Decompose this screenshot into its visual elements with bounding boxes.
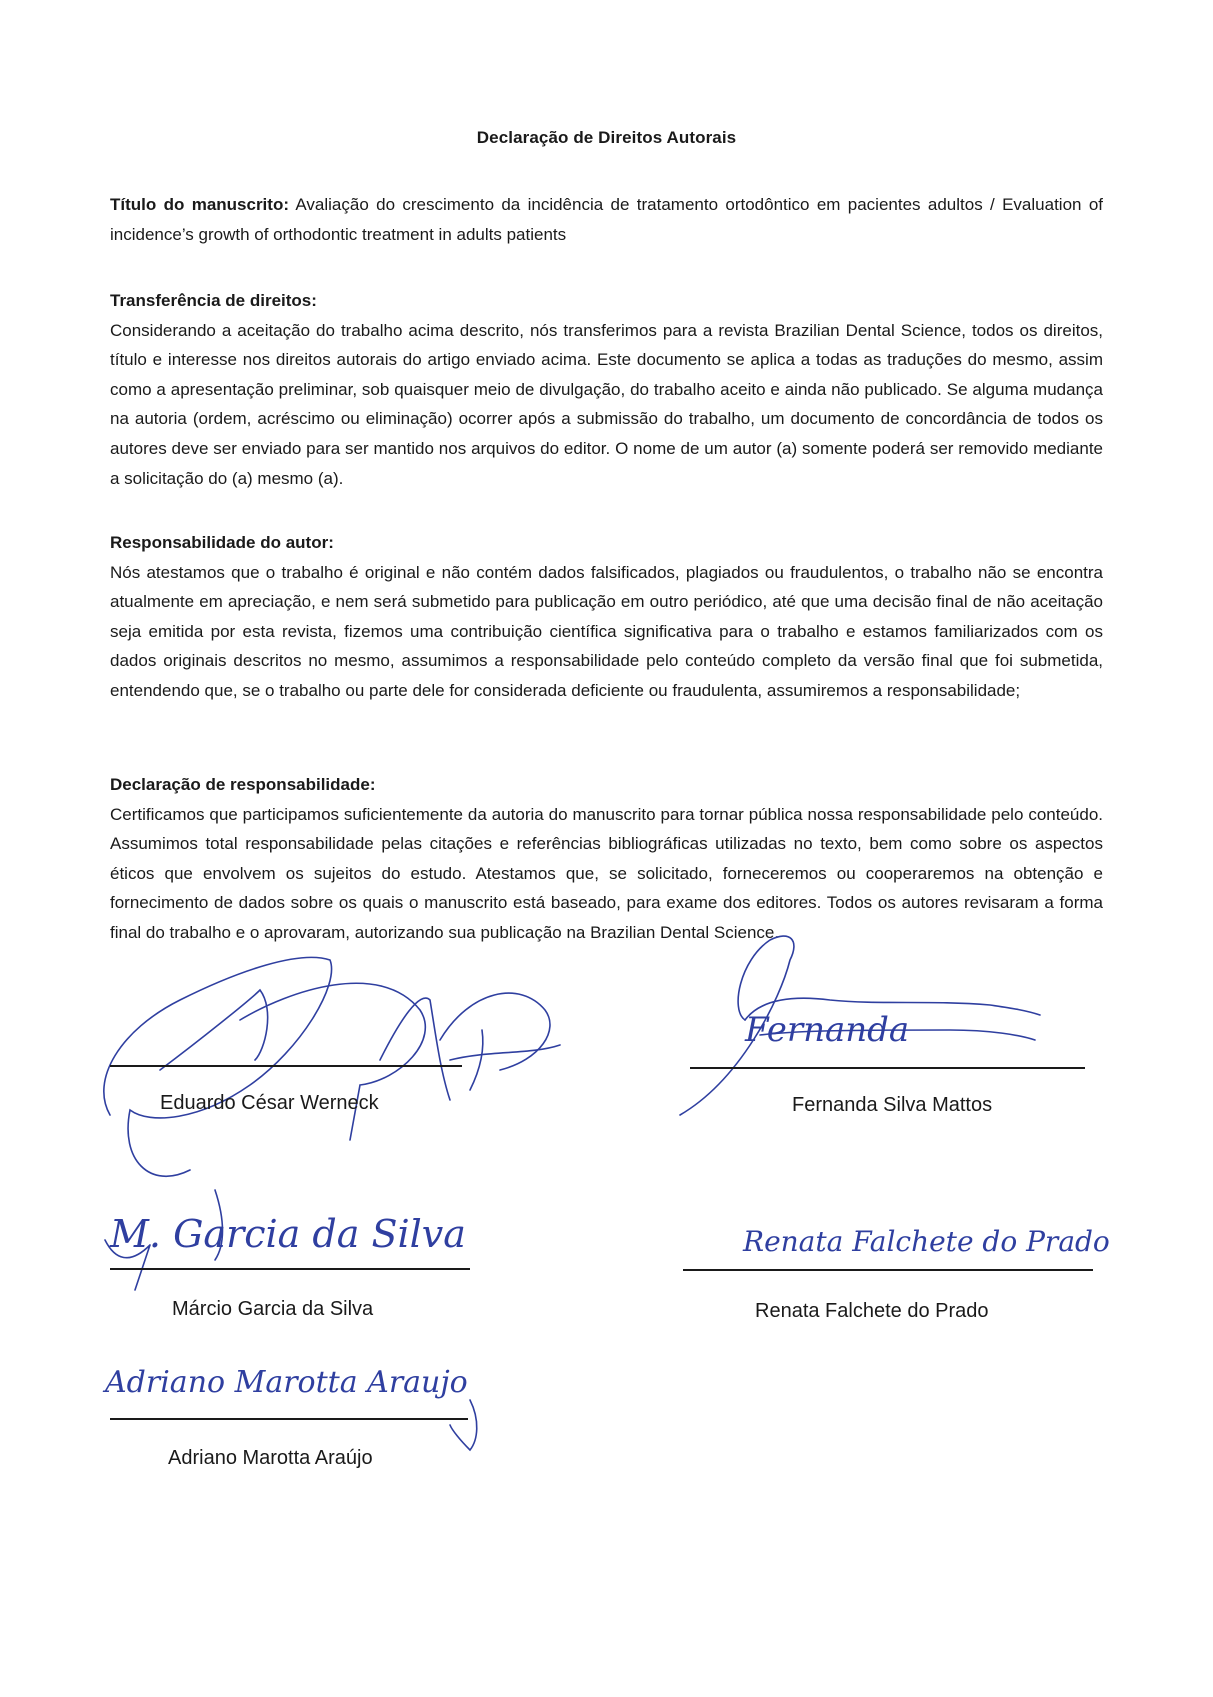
signer-name-eduardo: Eduardo César Werneck: [160, 1092, 379, 1114]
signature-adriano-handwriting: Adriano Marotta Araujo: [105, 1365, 468, 1400]
document-title: Declaração de Direitos Autorais: [476, 128, 737, 147]
signature-marcio-handwriting: M. Garcia da Silva: [110, 1212, 466, 1256]
rights-transfer-section: [110, 286, 1103, 493]
signature-line-adriano: [110, 1418, 468, 1420]
signer-name-fernanda: Fernanda Silva Mattos: [792, 1094, 993, 1116]
signature-line-marcio: [110, 1268, 470, 1270]
manuscript-title-section: [110, 190, 1103, 249]
signer-name-marcio: Márcio Garcia da Silva: [172, 1298, 374, 1320]
author-responsibility-section: [110, 528, 1103, 706]
responsibility-declaration-section: [110, 770, 1103, 948]
author-responsibility-body: Nós atestamos que o trabalho é original e não contém dados falsificados, plagiados ou fraudulentos, o trabalho não se encontra atualmente em apreciação, e nem será submetido para publicação em outro periódico, até que uma decisão final de não aceitação seja emitida por esta revista, fizemos uma contribuição científica significativa para o trabalho e estamos familiarizados com os dados originais descritos no mesmo, assumimos a responsabilidade pelo conteúdo completo da versão final que foi submetida, entendendo que, se o trabalho ou parte dele for considerada deficiente ou fraudulenta, assumiremos a responsabilidade;: [110, 562, 1103, 700]
rights-transfer-body: Considerando a aceitação do trabalho acima descrito, nós transferimos para a revista Brazilian Dental Science, todos os direitos, título e interesse nos direitos autorais do artigo enviado acima. Este documento se aplica a todas as traduções do mesmo, assim como a apresentação preliminar, sob quaisquer meio de divulgação, do trabalho aceito e ainda não publicado. Se alguma mudança na autoria (ordem, acréscimo ou eliminação) ocorrer após a submissão do trabalho, um documento de concordância de todos os autores deve ser enviado para ser mantido nos arquivos do editor. O nome de um autor (a) somente poderá ser removido mediante a solicitação do (a) mesmo (a).: [110, 320, 1103, 488]
manuscript-label: Título do manuscrito:: [110, 195, 289, 214]
signature-line-fernanda: [690, 1067, 1085, 1069]
signature-fernanda-handwriting: Fernanda: [745, 1010, 910, 1050]
signature-line-renata: [683, 1269, 1093, 1271]
signature-adriano-stroke: [450, 1400, 477, 1450]
rights-transfer-heading: Transferência de direitos:: [110, 291, 317, 310]
responsibility-declaration-body: Certificamos que participamos suficientemente da autoria do manuscrito para tornar pública nossa responsabilidade pelo conteúdo. Assumimos total responsabilidade pelas citações e referências bibliográficas utilizadas no texto, bem como sobre os aspectos éticos que envolvem os sujeitos do estudo. Atestamos que, se solicitado, forneceremos ou cooperaremos na obtenção e fornecimento de dados sobre os quais o manuscrito está baseado, para exame dos editores. Todos os autores revisaram a forma final do trabalho e o aprovaram, autorizando sua publicação na Brazilian Dental Science.: [110, 804, 1103, 942]
signer-name-adriano: Adriano Marotta Araújo: [168, 1447, 373, 1469]
manuscript-title-text: Avaliação do crescimento da incidência de tratamento ortodôntico em pacientes adultos / Evaluation of incidence’s growth of orthodontic treatment in adults patients: [110, 195, 1103, 244]
signature-renata-handwriting: Renata Falchete do Prado: [743, 1225, 1110, 1258]
signer-name-renata: Renata Falchete do Prado: [755, 1300, 989, 1322]
signature-line-eduardo: [110, 1065, 462, 1067]
responsibility-declaration-heading: Declaração de responsabilidade:: [110, 775, 376, 794]
author-responsibility-heading: Responsabilidade do autor:: [110, 533, 334, 552]
manuscript-paragraph: [110, 190, 1103, 249]
